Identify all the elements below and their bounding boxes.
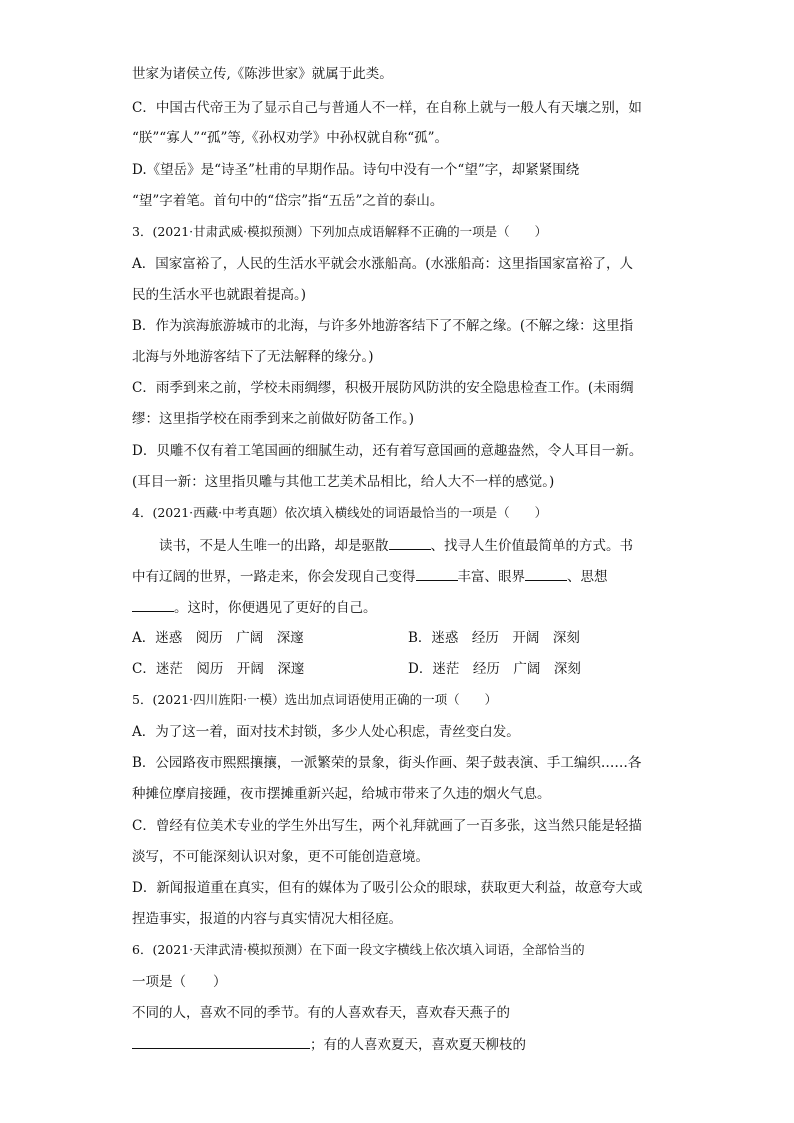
text-line: “朕”“寡人”“孤”等,《孙权劝学》中孙权就自称“孤”。 — [132, 130, 449, 146]
fill-blank — [525, 566, 567, 581]
text-line: 一项是（ ） — [132, 974, 227, 990]
fill-blank — [389, 535, 431, 550]
passage-text: 、找寻人生价值最简单的方式。书 — [430, 538, 633, 554]
question-3-stem: 3．(2021·甘肃武威·模拟预测）下列加点成语解释不正确的一项是（ ） — [132, 224, 548, 239]
question-4-option-c: C．迷茫 阅历 开阔 深邃 — [132, 661, 305, 677]
question-6-stem: 6．(2021·天津武清·模拟预测）在下面一段文字横线上依次填入词语，全部恰当的 — [132, 942, 585, 957]
question-5-option-c: C．曾经有位美术专业的学生外出写生，两个礼拜就画了一百多张，这当然只能是轻描 — [132, 818, 642, 834]
question-6-passage-line-2 — [132, 1034, 526, 1055]
question-5-option-a: A．为了这一着，面对技术封锁，多少人处心积虑，青丝变白发。 — [132, 724, 520, 740]
question-3-option-c: C．雨季到来之前，学校未雨绸缪，积极开展防风防洪的安全隐患检查工作。(未雨绸 — [132, 380, 634, 396]
fill-blank — [416, 566, 458, 581]
question-4-passage-line-3 — [132, 597, 377, 618]
fill-blank — [132, 597, 174, 612]
question-4-passage-line-1 — [159, 535, 633, 556]
passage-text: ；有的人喜欢夏天，喜欢夏天柳枝的 — [310, 1037, 526, 1053]
text-line: 北海与外地游客结下了无法解释的缘分。) — [132, 349, 374, 365]
passage-text: 。这时，你便遇见了更好的自己。 — [174, 600, 377, 616]
passage-text: 丰富、眼界 — [457, 569, 525, 585]
text-line: (耳目一新：这里指贝雕与其他工艺美术品相比，给人大不一样的感觉。) — [132, 474, 555, 490]
option-d: D.《望岳》是“诗圣”杜甫的早期作品。诗句中没有一个“望”字，却紧紧围绕 — [132, 162, 580, 178]
passage-text: 读书，不是人生唯一的出路，却是驱散 — [159, 538, 389, 554]
question-4-option-d: D．迷茫 经历 广阔 深刻 — [408, 661, 581, 677]
text-line: “望”字着笔。首句中的“岱宗”指“五岳”之首的泰山。 — [132, 193, 444, 209]
text-line: 淡写，不可能深刻认识对象，更不可能创造意境。 — [132, 849, 429, 865]
question-4-passage-line-2 — [132, 566, 608, 587]
question-5-option-d: D．新闻报道重在真实，但有的媒体为了吸引公众的眼球，获取更大利益，故意夸大或 — [132, 880, 643, 896]
fill-blank — [132, 1034, 310, 1049]
question-6-passage-line-1: 不同的人，喜欢不同的季节。有的人喜欢春天，喜欢春天燕子的 — [132, 1005, 510, 1021]
question-4-stem: 4．(2021·西藏·中考真题）依次填入横线处的词语最恰当的一项是（ ） — [132, 505, 548, 520]
passage-text: 、思想 — [567, 569, 608, 585]
question-4-option-a: A．迷惑 阅历 广阔 深邃 — [132, 630, 304, 646]
passage-text: 中有辽阔的世界，一路走来，你会发现自己变得 — [132, 569, 416, 585]
option-c: C．中国古代帝王为了显示自己与普通人不一样，在自称上就与一般人有天壤之别，如 — [132, 100, 642, 116]
text-line: 种摊位摩肩接踵，夜市摆摊重新兴起，给城市带来了久违的烟火气息。 — [132, 786, 551, 802]
text-line: 民的生活水平也就跟着提高。) — [132, 287, 307, 303]
question-3-option-d: D．贝雕不仅有着工笔国画的细腻生动，还有着写意国画的意趣盎然，令人耳目一新。 — [132, 443, 643, 459]
text-line: 世家为诸侯立传,《陈涉世家》就属于此类。 — [132, 66, 393, 82]
text-line: 缪：这里指学校在雨季到来之前做好防备工作。) — [132, 411, 415, 427]
question-3-option-b: B．作为滨海旅游城市的北海，与许多外地游客结下了不解之缘。(不解之缘：这里指 — [132, 318, 634, 334]
question-5-stem: 5．(2021·四川旌阳·一模）选出加点词语使用正确的一项（ ） — [132, 692, 498, 707]
question-3-option-a: A．国家富裕了，人民的生活水平就会水涨船高。(水涨船高：这里指国家富裕了，人 — [132, 256, 634, 272]
question-4-option-b: B．迷惑 经历 开阔 深刻 — [408, 630, 580, 646]
question-5-option-b: B．公园路夜市熙熙攘攘，一派繁荣的景象，街头作画、架子鼓表演、手工编织……各 — [132, 755, 642, 771]
text-line: 捏造事实，报道的内容与真实情况大相径庭。 — [132, 911, 402, 927]
